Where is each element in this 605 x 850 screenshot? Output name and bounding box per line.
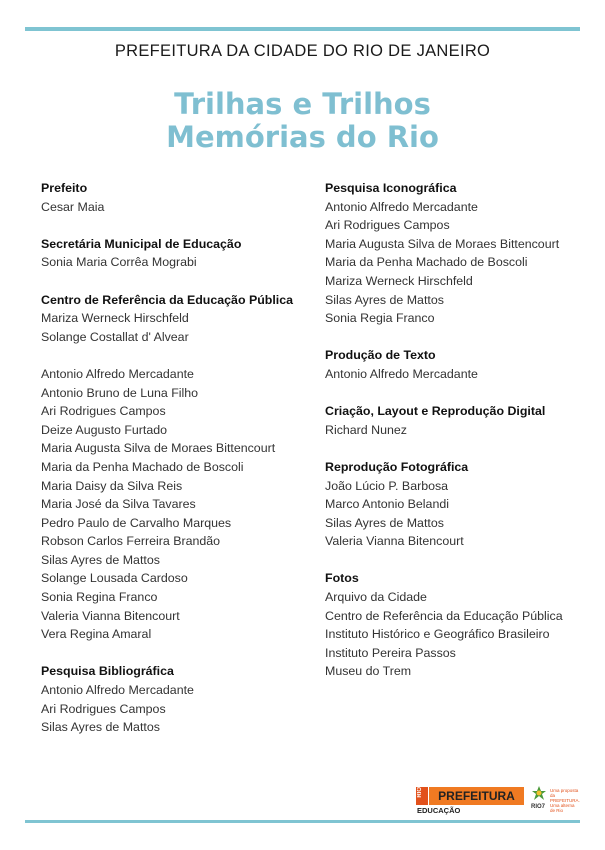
rio7-star-icon [532,786,546,800]
credit-name: Mariza Werneck Hirschfeld [325,273,473,288]
credit-name: Cesar Maia [41,199,105,214]
credit-name: Antonio Alfredo Mercadante [325,366,478,381]
credit-name: Maria José da Silva Tavares [41,497,196,512]
credit-name: Ari Rodrigues Campos [41,404,166,419]
section-heading: Prefeito [41,181,88,195]
credit-name: Robson Carlos Ferreira Brandão [41,534,221,549]
credit-name: Museu do Trem [325,664,412,679]
credit-section [41,291,301,347]
credit-section [41,662,301,736]
credit-name: Instituto Histórico e Geográfico Brasileiro [325,627,550,642]
section-heading: Pesquisa Bibliográfica [41,664,174,679]
logo-prefeitura-text: PREFEITURA [429,787,524,805]
credits-right-column [325,179,585,700]
credit-name: Maria da Penha Machado de Boscoli [325,255,528,270]
logo-educacao-text: EDUCAÇÃO [417,806,461,815]
section-heading: Fotos [325,571,359,586]
section-heading: Pesquisa Iconográfica [325,181,457,195]
credit-name: Antonio Alfredo Mercadante [41,366,194,381]
page-title [0,88,605,154]
rio7-logo [530,784,580,816]
section-heading: Secretária Municipal de Educação [41,236,242,251]
credits-left-column [41,179,301,755]
credit-name: Silas Ayres de Mattos [41,552,160,567]
credit-section [41,365,301,644]
credit-name: Ari Rodrigues Campos [41,701,166,716]
credit-name: Maria Augusta Silva de Moraes Bittencourt [325,236,560,251]
section-heading: Centro de Referência da Educação Pública [41,292,294,307]
section-heading: Produção de Texto [325,348,436,363]
credit-name: Maria da Penha Machado de Boscoli [41,459,244,474]
section-heading: Criação, Layout e Reprodução Digital [325,404,546,419]
credit-name: Richard Nunez [325,422,407,437]
credit-section [325,402,585,439]
prefeitura-educacao-logo [416,784,524,816]
credit-name: Antonio Alfredo Mercadante [325,199,478,214]
credit-name: Arquivo da Cidade [325,590,427,605]
section-heading: Reprodução Fotográfica [325,459,469,474]
credit-name: Pedro Paulo de Carvalho Marques [41,515,232,530]
credit-name: Centro de Referência da Educação Pública [325,608,563,623]
credit-name: Mariza Werneck Hirschfeld [41,311,189,326]
credit-name: Valeria Vianna Bitencourt [325,534,464,549]
top-rule [25,27,580,31]
credit-name: Maria Daisy da Silva Reis [41,478,183,493]
credit-name: Ari Rodrigues Campos [325,218,450,233]
credit-name: Maria Augusta Silva de Moraes Bittencourt [41,441,276,456]
credit-section [325,458,585,551]
credit-section [325,179,585,328]
title-line-2: Memórias do Rio [166,120,439,154]
credit-name: Valeria Vianna Bitencourt [41,608,180,623]
footer-logos [416,784,581,816]
credit-section [325,346,585,383]
title-line-1: Trilhas e Trilhos [174,87,431,121]
credit-name: Antonio Bruno de Luna Filho [41,385,199,400]
credit-name: Solange Lousada Cardoso [41,571,188,586]
credit-name: Marco Antonio Belandi [325,497,449,512]
credit-section [41,179,301,216]
logo-rio7-text: RIO7 [531,804,546,810]
credit-name: Solange Costallat d' Alvear [41,329,189,344]
credit-name: Antonio Alfredo Mercadante [41,683,194,698]
credit-name: Sonia Regia Franco [325,311,435,326]
credit-name: Deize Augusto Furtado [41,422,168,437]
credit-name: Sonia Maria Corrêa Mograbi [41,255,197,270]
credit-section [41,235,301,272]
credit-name: Vera Regina Amaral [41,627,152,642]
credit-name: Instituto Pereira Passos [325,645,456,660]
credit-name: Silas Ayres de Mattos [325,515,444,530]
credit-name: Silas Ayres de Mattos [41,720,160,735]
bottom-rule [25,820,580,823]
logo-rio-text: RIO [417,787,423,798]
credit-section [325,569,585,681]
credit-name: Sonia Regina Franco [41,590,158,605]
page-header: PREFEITURA DA CIDADE DO RIO DE JANEIRO [114,42,491,60]
credit-name: Silas Ayres de Mattos [325,292,444,307]
credit-name: João Lúcio P. Barbosa [325,478,449,493]
logo-tagline: Uma proposta da PREFEITURA. Uma alterna de Rio [550,788,580,813]
